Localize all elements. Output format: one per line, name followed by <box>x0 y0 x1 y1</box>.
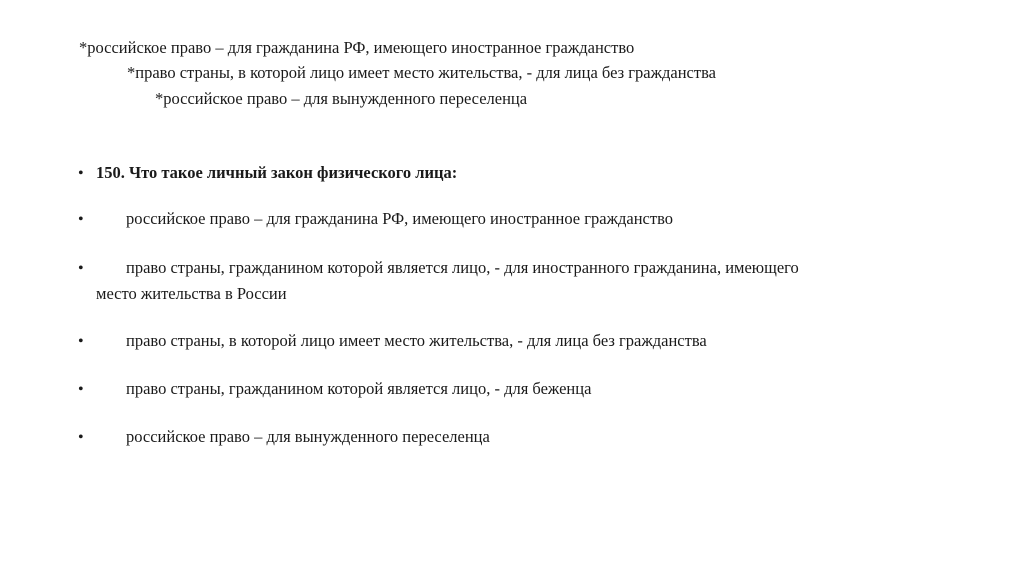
option-5-bullet: • <box>78 429 84 446</box>
option-5-text: российское право – для вынужденного переселенца <box>126 427 490 446</box>
option-4-bullet: • <box>78 381 84 398</box>
question-bullet: • <box>78 165 84 182</box>
intro-line-2: *право страны, в которой лицо имеет место жительства, - для лица без гражданства <box>127 63 716 82</box>
option-1-text: российское право – для гражданина РФ, имеющего иностранное гражданство <box>126 209 673 228</box>
intro-line-1: *российское право – для гражданина РФ, имеющего иностранное гражданство <box>79 38 635 57</box>
option-2-bullet: • <box>78 260 84 277</box>
option-1-bullet: • <box>78 211 84 228</box>
question-title: 150. Что такое личный закон физического лица: <box>96 163 458 182</box>
option-4-text: право страны, гражданином которой является лицо, - для беженца <box>126 379 592 398</box>
option-2-text: право страны, гражданином которой является лицо, - для иностранного гражданина, имеющего <box>126 258 799 277</box>
intro-line-3: *российское право – для вынужденного переселенца <box>155 89 528 108</box>
option-3-text: право страны, в которой лицо имеет место жительства, - для лица без гражданства <box>126 331 707 350</box>
option-2-text-continued: место жительства в России <box>96 284 287 303</box>
option-3-bullet: • <box>78 333 84 350</box>
